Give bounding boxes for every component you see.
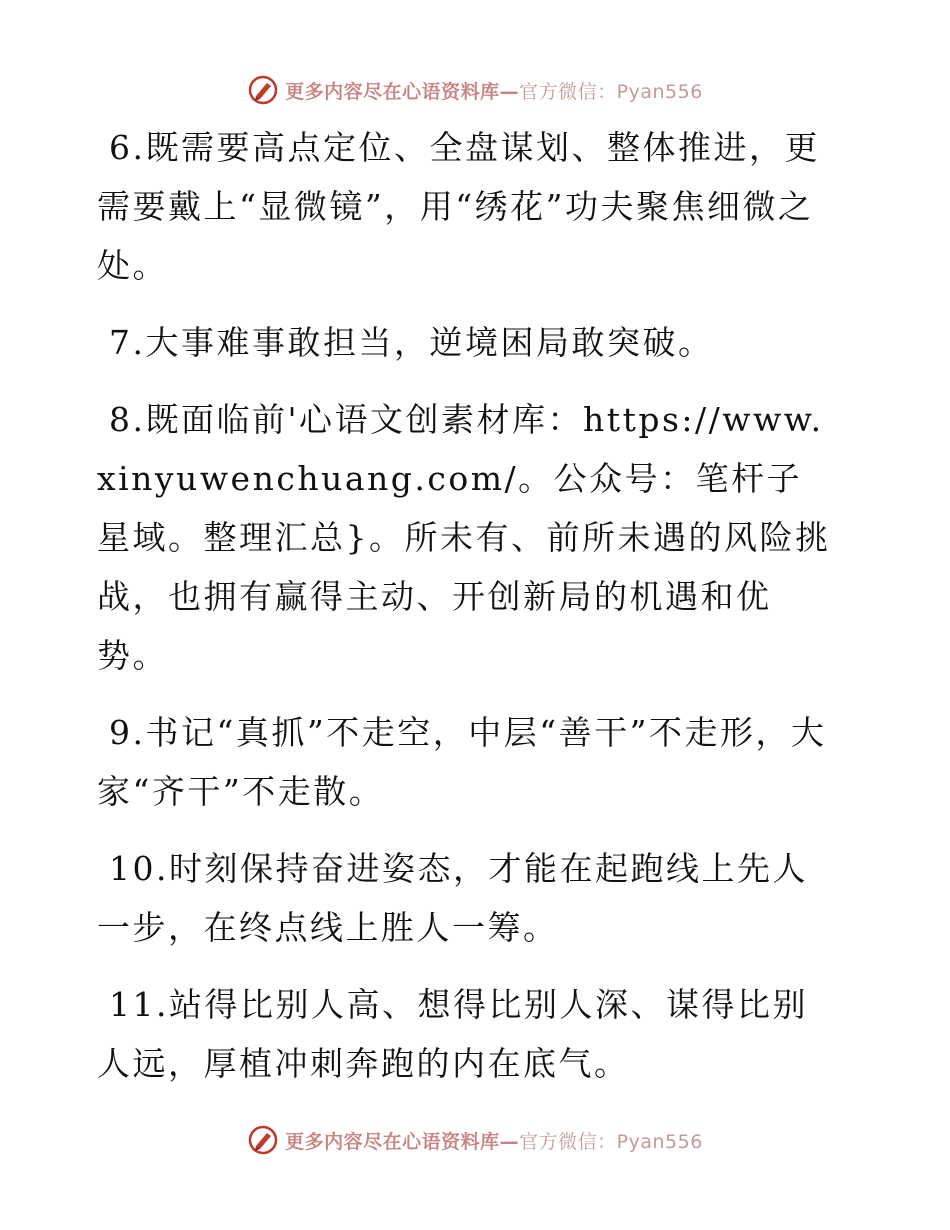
paragraph-11: 11.站得比别人高、想得比别人深、谋得比别人远，厚植冲刺奔跑的内在底气。 bbox=[97, 985, 808, 1083]
paragraph-10: 10.时刻保持奋进姿态，才能在起跑线上先人一步，在终点线上胜人一筹。 bbox=[97, 849, 808, 947]
paragraph-6: 6.既需要高点定位、全盘谋划、整体推进，更需要戴上“显微镜”，用“绣花”功夫聚焦细微之处。 bbox=[97, 128, 820, 285]
banner-text: 更多内容尽在心语资料库—官方微信：Pyan556 bbox=[285, 80, 703, 103]
banner-text: 更多内容尽在心语资料库—官方微信：Pyan556 bbox=[285, 1130, 703, 1153]
paragraph-8: 8.既面临前'心语文创素材库：https://www.xinyuwenchuang.com/。公众号：笔杆子星域。整理汇总}。所未有、前所未遇的风险挑战，也拥有赢得主动、开创新局的机遇和优势。 bbox=[97, 400, 831, 675]
pen-logo-icon bbox=[247, 74, 279, 106]
paragraph-7: 7.大事难事敢担当，逆境困局敢突破。 bbox=[109, 323, 714, 362]
header-banner bbox=[0, 70, 950, 110]
pen-logo-icon bbox=[247, 1124, 279, 1156]
paragraph-9: 9.书记“真抓”不走空，中层“善干”不走形，大家“齐干”不走散。 bbox=[97, 713, 827, 811]
footer-banner bbox=[0, 1120, 950, 1160]
document-body bbox=[97, 118, 837, 1111]
